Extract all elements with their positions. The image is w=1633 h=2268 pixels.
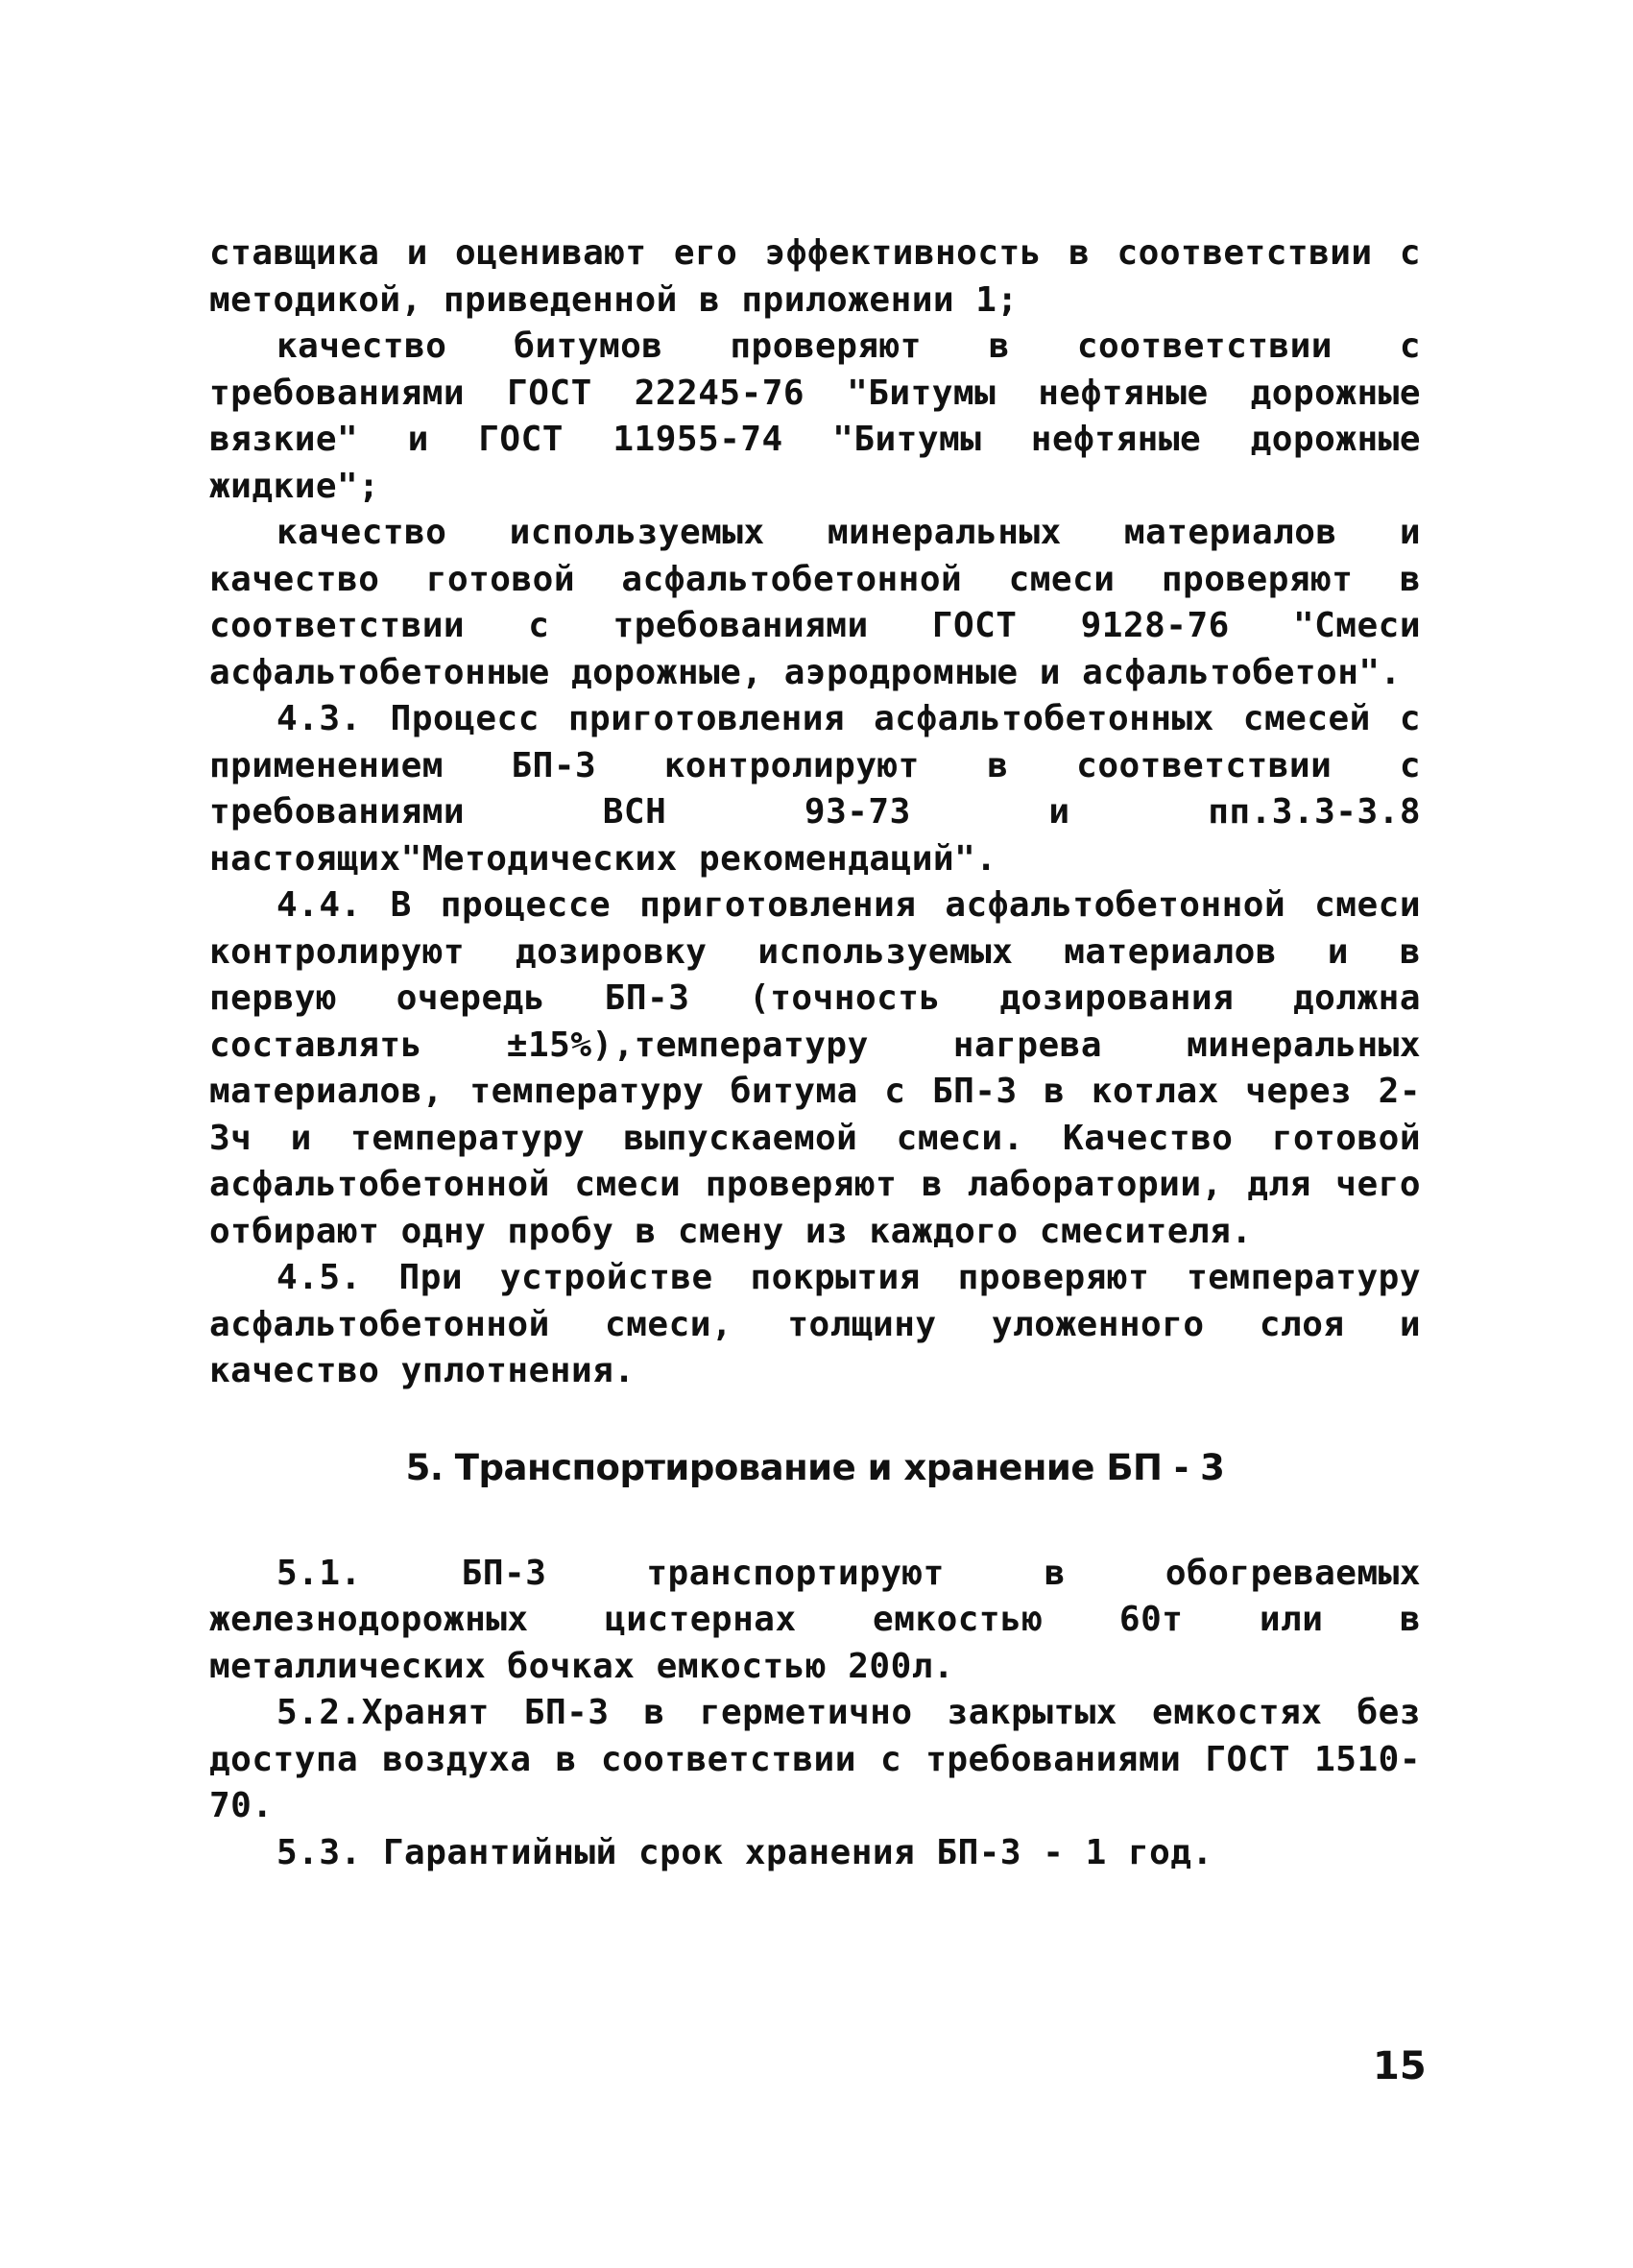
paragraph-4-3: 4.3. Процесс приготовления асфальтобетонных смесей с применением БП-3 контролируют в соответствии с требованиями ВСН 93-73 и пп.3.3-3.8 настоящих"Методических рекомендаций".	[209, 699, 1421, 879]
page-number: 15	[1373, 2044, 1427, 2088]
section-heading: 5. Транспортирование и хранение БП - 3	[405, 1446, 1225, 1488]
paragraph-continuation: ставщика и оценивают его эффективность в соответствии с методикой, приведенной в приложении 1;	[209, 233, 1421, 320]
paragraph-5-3: 5.3. Гарантийный срок хранения БП-3 - 1 год.	[276, 1832, 1213, 1872]
paragraph-mineral-materials-quality: качество используемых минеральных материалов и качество готовой асфальтобетонной смеси проверяют в соответствии с требованиями ГОСТ 9128-76 "Смеси асфальтобетонные дорожные, аэродромные и асфальтобетон".	[209, 513, 1421, 692]
document-body	[209, 230, 1421, 1876]
paragraph-5-2: 5.2.Хранят БП-3 в герметично закрытых емкостях без доступа воздуха в соответствии с требованиями ГОСТ 1510-70.	[209, 1693, 1421, 1825]
paragraph-4-4: 4.4. В процессе приготовления асфальтобетонной смеси контролируют дозировку используемых материалов и в первую очередь БП-3 (точность дозирования должна составлять ±15%),температуру нагрева минеральных материалов, температуру битума с БП-3 в котлах через 2-3ч и температуру выпускаемой смеси. Качество готовой асфальтобетонной смеси проверяют в лаборатории, для чего отбирают одну пробу в смену из каждого смесителя.	[209, 885, 1421, 1251]
paragraph-4-5: 4.5. При устройстве покрытия проверяют температуру асфальтобетонной смеси, толщину уложенного слоя и качество уплотнения.	[209, 1258, 1421, 1390]
paragraph-bitumen-quality: качество битумов проверяют в соответствии с требованиями ГОСТ 22245-76 "Битумы нефтяные дорожные вязкие" и ГОСТ 11955-74 "Битумы нефтяные дорожные жидкие";	[209, 326, 1421, 506]
paragraph-5-1: 5.1. БП-3 транспортируют в обогреваемых железнодорожных цистернах емкостью 60т или в металлических бочках емкостью 200л.	[209, 1553, 1421, 1686]
